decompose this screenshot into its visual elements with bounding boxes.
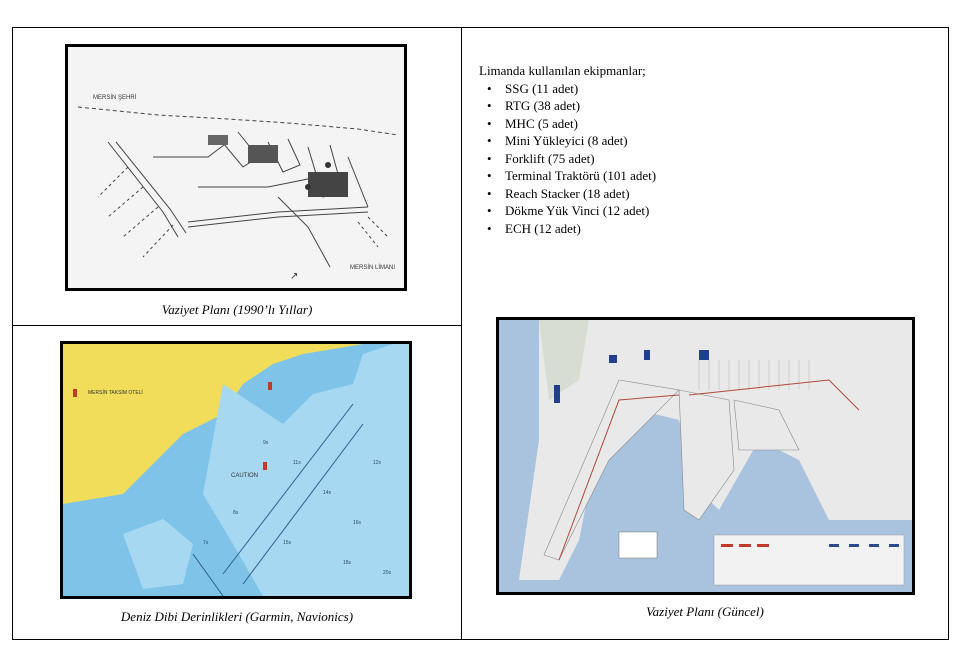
equipment-item: • Forklift (75 adet) xyxy=(505,150,656,168)
current-site-plan-image xyxy=(496,317,915,595)
equipment-item: • Mini Yükleyici (8 adet) xyxy=(505,132,656,150)
caption-old-plan: Vaziyet Planı (1990’lı Yıllar) xyxy=(161,302,313,317)
svg-text:9s: 9s xyxy=(263,440,269,446)
svg-text:18s: 18s xyxy=(343,560,352,566)
caption-current-plan: Vaziyet Planı (Güncel) xyxy=(646,604,764,619)
depth-map-hotel-label: MERSİN TAKSİM OTELİ xyxy=(88,390,143,396)
equipment-item: • MHC (5 adet) xyxy=(505,115,656,133)
old-site-plan-image xyxy=(65,44,407,291)
depth-map-caution-label: CAUTION xyxy=(231,473,258,479)
old-map-city-label: MERSİN ŞEHRİ xyxy=(93,95,137,101)
equipment-item: • SSG (11 adet) xyxy=(505,80,656,98)
table-divider-horizontal xyxy=(13,325,461,326)
svg-text:8s: 8s xyxy=(233,510,239,516)
caption-depth-chart: Deniz Dibi Derinlikleri (Garmin, Navionics) xyxy=(120,609,354,624)
table-divider-vertical xyxy=(461,28,462,639)
svg-text:11s: 11s xyxy=(293,460,301,466)
svg-text:↗: ↗ xyxy=(290,271,299,282)
svg-text:14s: 14s xyxy=(323,490,332,496)
old-map-port-label: MERSİN LİMANI xyxy=(350,265,396,271)
svg-text:20s: 20s xyxy=(383,570,392,576)
equipment-list xyxy=(479,62,656,237)
equipment-item: • Reach Stacker (18 adet) xyxy=(505,185,656,203)
svg-text:12s: 12s xyxy=(373,460,382,466)
depth-chart-image xyxy=(60,341,412,599)
equipment-item: • RTG (38 adet) xyxy=(505,97,656,115)
svg-text:15s: 15s xyxy=(283,540,292,546)
svg-text:16s: 16s xyxy=(353,520,362,526)
equipment-heading: Limanda kullanılan ekipmanlar; xyxy=(479,63,646,78)
svg-text:7s: 7s xyxy=(203,540,209,546)
equipment-item: • Terminal Traktörü (101 adet) xyxy=(505,167,656,185)
equipment-item: • ECH (12 adet) xyxy=(505,220,656,238)
equipment-item: • Dökme Yük Vinci (12 adet) xyxy=(505,202,656,220)
